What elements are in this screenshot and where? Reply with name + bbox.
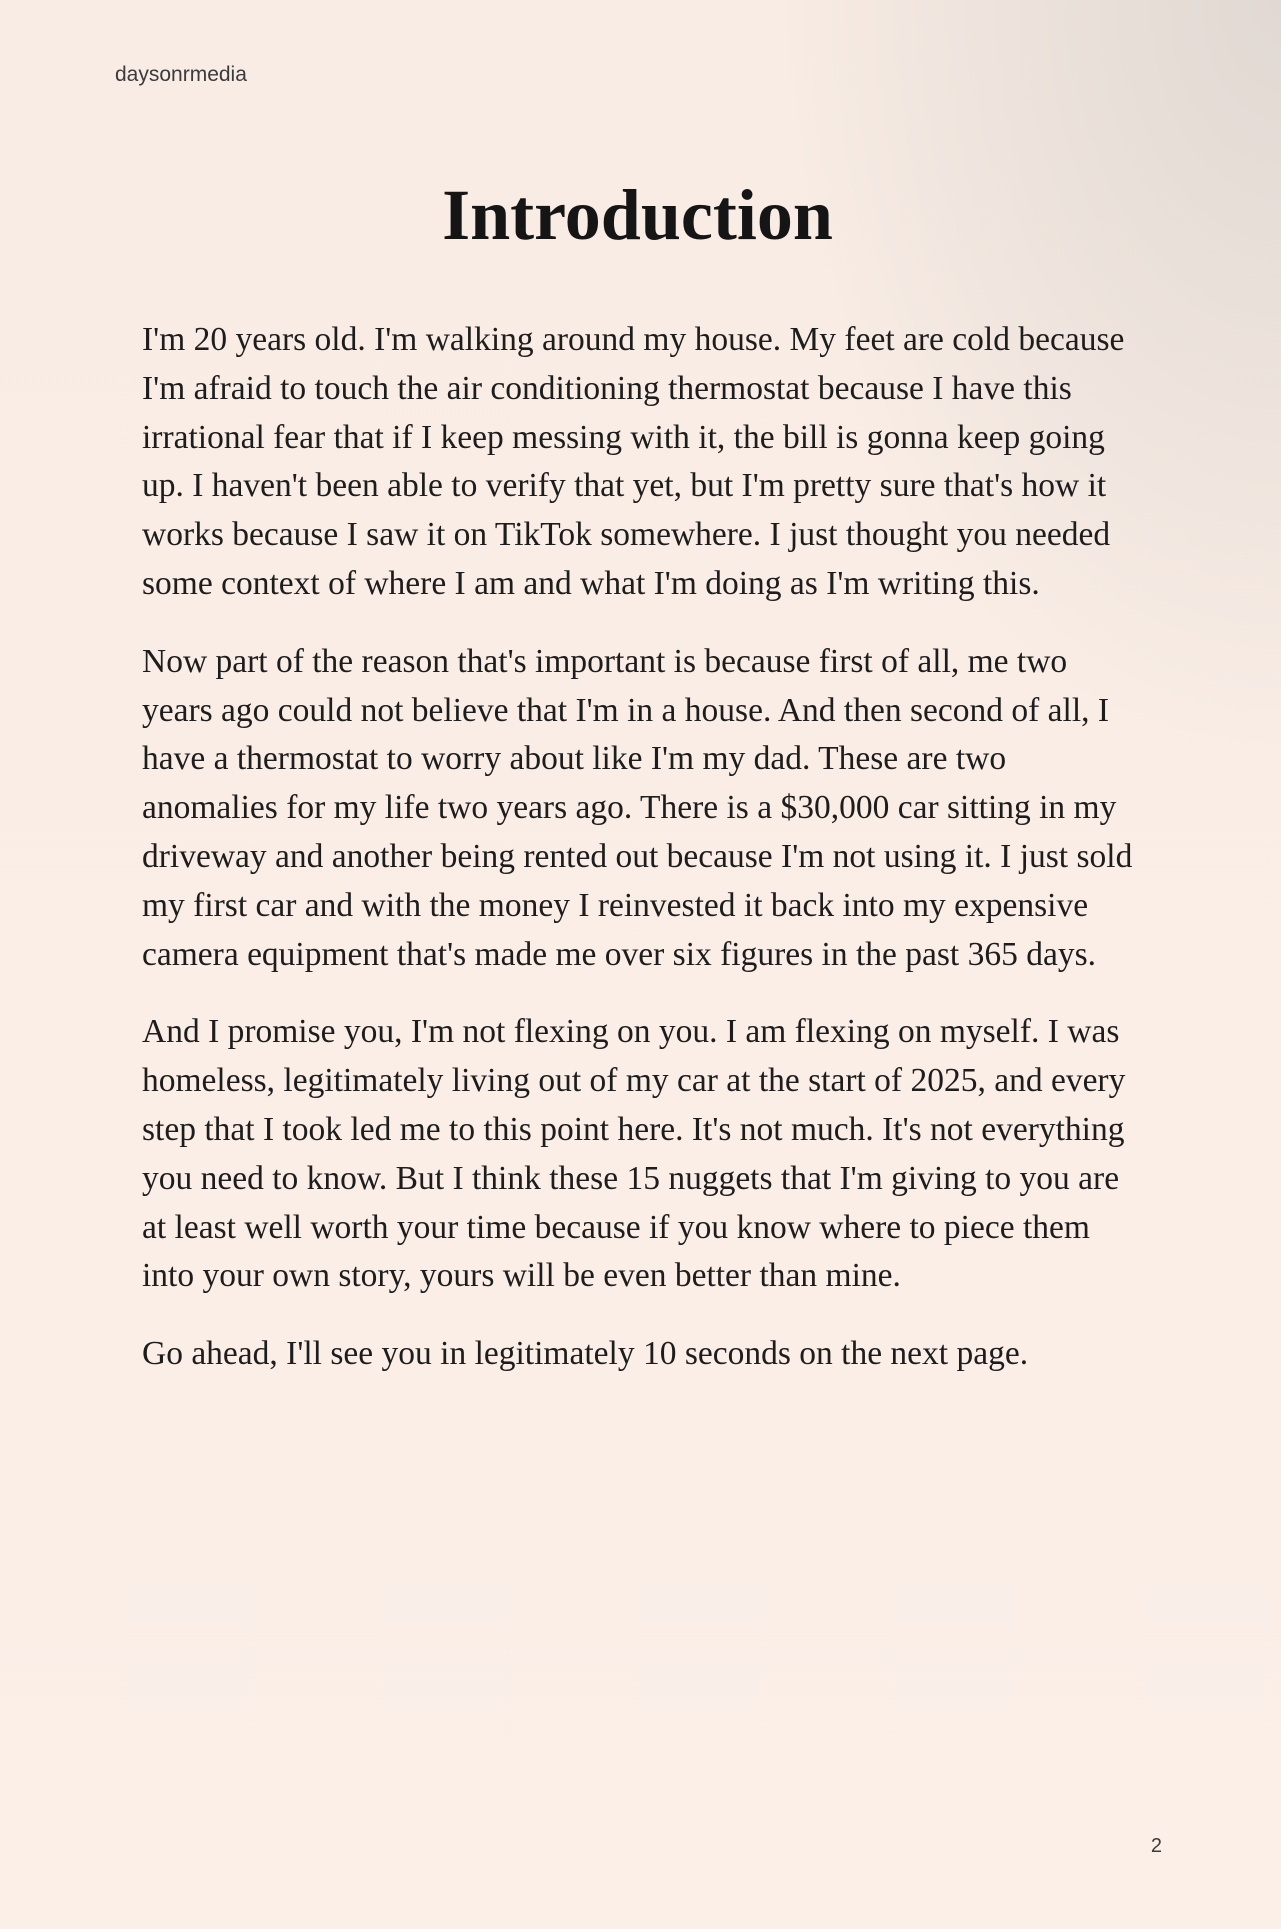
paragraph: Now part of the reason that's important is because first of all, me two years ago could not believe that I'm in a house. And then second of all, I have a thermostat to worry about like I'm my dad. These are two anomalies for my life two years ago. There is a $30,000 car sitting in my driveway and another being rented out because I'm not using it. I just sold my first car and with the money I reinvested it back into my expensive camera equipment that's made me over six figures in the past 365 days. xyxy=(142,642,1133,973)
brand-label: daysonrmedia xyxy=(115,63,247,86)
page-number: 2 xyxy=(1150,1835,1162,1857)
page-title: Introduction xyxy=(442,175,833,255)
paragraph: I'm 20 years old. I'm walking around my house. My feet are cold because I'm afraid to touch the air conditioning thermostat because I have this irrational fear that if I keep messing with it, the bill is gonna keep going up. I haven't been able to verify that yet, but I'm pretty sure that's how it works because I saw it on TikTok somewhere. I just thought you needed some context of where I am and what I'm doing as I'm writing this. xyxy=(142,321,1125,602)
paragraph: Go ahead, I'll see you in legitimately 10 seconds on the next page. xyxy=(142,1335,1029,1373)
body-text xyxy=(142,316,1142,1408)
paragraph: And I promise you, I'm not flexing on you. I am flexing on myself. I was homeless, legitimately living out of my car at the start of 2025, and every step that I took led me to this point here. It's not much. It's not everything you need to know. But I think these 15 nuggets that I'm giving to you are at least well worth your time because if you know where to piece them into your own story, yours will be even better than mine. xyxy=(142,1013,1126,1295)
